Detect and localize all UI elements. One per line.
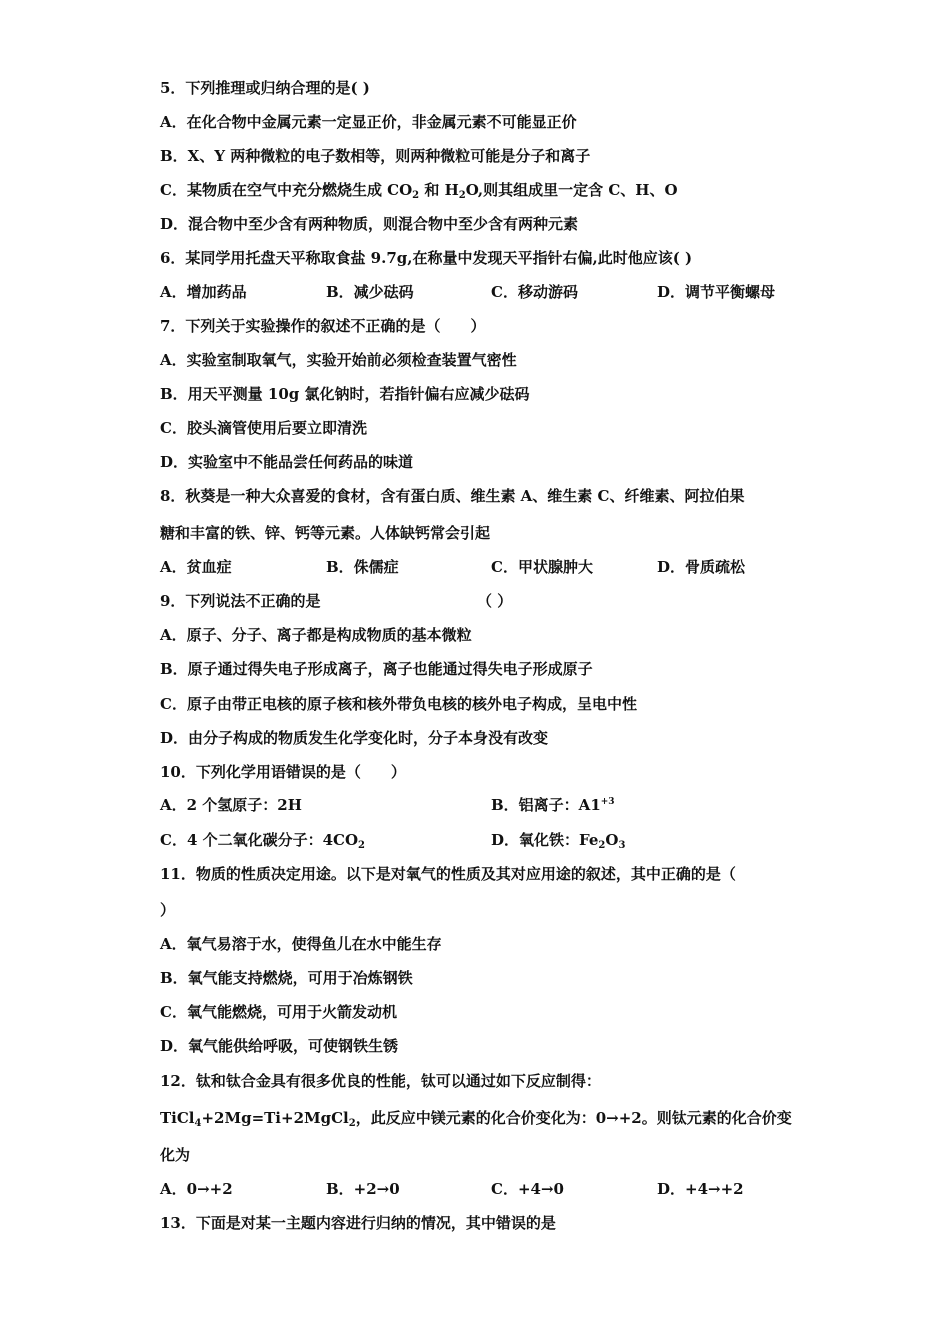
- q10-option-c: C．4 个二氧化碳分子：$4CO_2$: [160, 831, 366, 851]
- q11-option-d: D．氧气能供给呼吸，可使钢铁生锈: [160, 1037, 399, 1055]
- q10-option-d: D．氧化铁：$Fe_2O_3$: [491, 831, 626, 851]
- q12-stem-line1: 12．钛和钛合金具有很多优良的性能，钛可以通过如下反应制得：: [160, 1072, 601, 1090]
- q9-stem: 9．下列说法不正确的是: [160, 592, 321, 610]
- q5-option-d: D．混合物中至少含有两种物质，则混合物中至少含有两种元素: [160, 215, 579, 233]
- q10-stem: 10．下列化学用语错误的是（ ）: [160, 763, 406, 781]
- q9-option-a: A．原子、分子、离子都是构成物质的基本微粒: [160, 626, 472, 644]
- q11-option-c: C．氧气能燃烧，可用于火箭发动机: [160, 1003, 397, 1021]
- q12-option-d: D．+4→+2: [657, 1180, 744, 1198]
- q7-option-b: B．用天平测量 10g 氯化钠时，若指针偏右应减少砝码: [160, 385, 530, 403]
- q8-option-d: D．骨质疏松: [657, 558, 746, 576]
- q10-option-b: B．铝离子：$A1^{+3}$: [491, 796, 615, 814]
- q8-option-c: C．甲状腺肿大: [491, 558, 593, 576]
- q11-stem-line2: ）: [160, 901, 176, 919]
- q7-stem: 7．下列关于实验操作的叙述不正确的是（ ）: [160, 317, 486, 335]
- q12-option-c: C．+4→0: [491, 1180, 564, 1198]
- q9-option-b: B．原子通过得失电子形成离子，离子也能通过得失电子形成原子: [160, 660, 593, 678]
- q13-stem: 13．下面是对某一主题内容进行归纳的情况，其中错误的是: [160, 1214, 556, 1232]
- q11-option-a: A．氧气易溶于水，使得鱼儿在水中能生存: [160, 935, 442, 953]
- q7-option-d: D．实验室中不能品尝任何药品的味道: [160, 453, 414, 471]
- q7-option-c: C．胶头滴管使用后要立即清洗: [160, 419, 367, 437]
- q6-option-a: A．增加药品: [160, 283, 247, 301]
- q9-option-d: D．由分子构成的物质发生化学变化时，分子本身没有改变: [160, 729, 549, 747]
- q5-option-b: B．X、Y 两种微粒的电子数相等，则两种微粒可能是分子和离子: [160, 147, 591, 165]
- q11-stem-line1: 11．物质的性质决定用途。以下是对氧气的性质及其对应用途的叙述，其中正确的是（: [160, 865, 736, 883]
- q5-stem: 5．下列推理或归纳合理的是( ): [160, 79, 370, 97]
- q8-stem-line1: 8．秋葵是一种大众喜爱的食材，含有蛋白质、维生素 A、维生素 C、纤维素、阿拉伯果: [160, 487, 745, 505]
- q7-option-a: A．实验室制取氧气，实验开始前必须检查装置气密性: [160, 351, 517, 369]
- q12-option-a: A．0→+2: [160, 1180, 233, 1198]
- q9-option-c: C．原子由带正电核的原子核和核外带负电核的核外电子构成，呈电中性: [160, 695, 637, 713]
- q12-option-b: B．+2→0: [326, 1180, 400, 1198]
- q5-option-c: C．某物质在空气中充分燃烧生成 $CO_2$ 和 $H_2O$,则其组成里一定含 C、H、O: [160, 181, 678, 201]
- q5-option-a: A．在化合物中金属元素一定显正价，非金属元素不可能显正价: [160, 113, 577, 131]
- q9-answer-paren: （ ）: [477, 592, 513, 610]
- q8-option-b: B．侏儒症: [326, 558, 399, 576]
- q11-option-b: B．氧气能支持燃烧，可用于冶炼钢铁: [160, 969, 413, 987]
- q12-equation-line: TiCl$_4$+2Mg=Ti+2MgCl$_2$，此反应中镁元素的化合价变化为：0→+2。则钛元素的化合价变: [160, 1109, 792, 1129]
- q6-option-b: B．减少砝码: [326, 283, 414, 301]
- q6-stem: 6．某同学用托盘天平称取食盐 9.7g,在称量中发现天平指针右偏,此时他应该( ): [160, 249, 693, 267]
- q6-option-d: D．调节平衡螺母: [657, 283, 776, 301]
- q10-option-a: A．2 个氢原子：2H: [160, 796, 302, 814]
- q8-option-a: A．贫血症: [160, 558, 232, 576]
- q8-stem-line2: 糖和丰富的铁、锌、钙等元素。人体缺钙常会引起: [160, 524, 491, 542]
- q12-stem-line3: 化为: [160, 1146, 191, 1164]
- q6-option-c: C．移动游码: [491, 283, 578, 301]
